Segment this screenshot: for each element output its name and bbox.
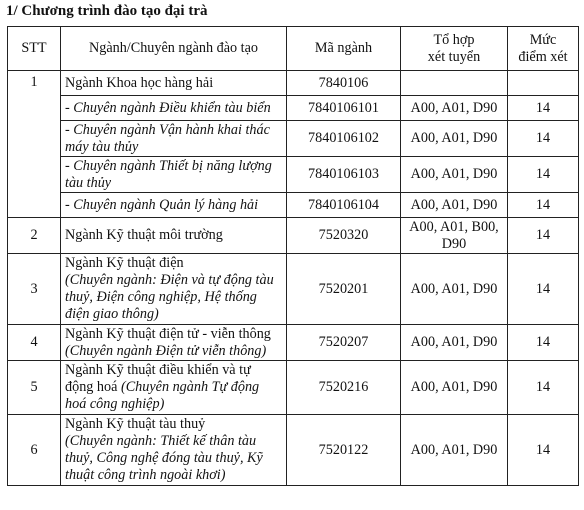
row-major-note: (Chuyên ngành: Thiết kế thân tàu thuỷ, Công nghệ đóng tàu thuỷ, Kỹ thuật công trình ngoài khơi) (65, 433, 263, 483)
table-row (8, 254, 579, 325)
header-stt: STT (8, 27, 61, 71)
row-code: 7840106101 (287, 96, 401, 121)
row-score: 14 (508, 96, 579, 121)
table-row (8, 71, 579, 96)
row-code: 7520320 (287, 218, 401, 254)
header-major: Ngành/Chuyên ngành đào tạo (61, 27, 287, 71)
row-major: - Chuyên ngành Thiết bị năng lượng tàu thủy (61, 157, 287, 193)
row-code: 7520207 (287, 325, 401, 361)
row-stt: 3 (8, 254, 61, 325)
row-code: 7840106 (287, 71, 401, 96)
table-row (8, 218, 579, 254)
table-row (8, 193, 579, 218)
row-score: 14 (508, 157, 579, 193)
section-heading: 1/ Chương trình đào tạo đại trà (6, 3, 208, 19)
row-code: 7520201 (287, 254, 401, 325)
admission-table (7, 26, 579, 486)
row-major (61, 325, 287, 361)
row-combination: A00, A01, D90 (401, 96, 508, 121)
row-score: 14 (508, 193, 579, 218)
table-row (8, 96, 579, 121)
row-combination: A00, A01, D90 (401, 157, 508, 193)
row-combination: A00, A01, D90 (401, 415, 508, 486)
row-score: 14 (508, 121, 579, 157)
row-stt: 5 (8, 361, 61, 415)
row-stt: 1 (8, 71, 61, 218)
table-row (8, 121, 579, 157)
row-score: 14 (508, 254, 579, 325)
row-code: 7520216 (287, 361, 401, 415)
row-major-name: Ngành Kỹ thuật điện tử - viễn thông (65, 325, 271, 342)
row-code: 7840106103 (287, 157, 401, 193)
row-stt: 4 (8, 325, 61, 361)
row-combination: A00, A01, D90 (401, 121, 508, 157)
row-major: - Chuyên ngành Vận hành khai thác máy tàu thủy (61, 121, 287, 157)
row-combination: A00, A01, D90 (401, 193, 508, 218)
row-code: 7840106102 (287, 121, 401, 157)
row-major-name: Ngành Kỹ thuật điều khiển và tự động hoá (65, 362, 251, 395)
row-major: - Chuyên ngành Điều khiển tàu biển (61, 96, 287, 121)
table-row (8, 157, 579, 193)
row-score: 14 (508, 361, 579, 415)
row-code: 7840106104 (287, 193, 401, 218)
row-code: 7520122 (287, 415, 401, 486)
row-stt: 6 (8, 415, 61, 486)
row-major (61, 361, 287, 415)
row-major-note: (Chuyên ngành: Điện và tự động tàu thuỷ, Điện công nghiệp, Hệ thống điện giao thông) (65, 272, 274, 322)
row-major (61, 415, 287, 486)
table-row (8, 415, 579, 486)
row-combination: A00, A01, D90 (401, 254, 508, 325)
row-major-note: (Chuyên ngành Tự động hoá công nghiệp) (65, 379, 260, 412)
row-major (61, 254, 287, 325)
table-header-row (8, 27, 579, 71)
header-combination: Tổ hợp xét tuyển (401, 27, 508, 71)
row-major-name: Ngành Kỹ thuật tàu thuỷ (65, 416, 206, 432)
table-row (8, 361, 579, 415)
row-score: 14 (508, 415, 579, 486)
row-score: 14 (508, 325, 579, 361)
header-score: Mức điểm xét (508, 27, 579, 71)
row-combination (401, 71, 508, 96)
header-code: Mã ngành (287, 27, 401, 71)
table-row (8, 325, 579, 361)
row-combination: A00, A01, D90 (401, 325, 508, 361)
row-combination: A00, A01, D90 (401, 361, 508, 415)
row-combination: A00, A01, B00, D90 (401, 218, 508, 254)
row-major: Ngành Khoa học hàng hải (61, 71, 287, 96)
row-major: - Chuyên ngành Quản lý hàng hải (61, 193, 287, 218)
row-major-name: Ngành Kỹ thuật điện (65, 255, 184, 271)
row-major-note: (Chuyên ngành Điện tử viễn thông) (65, 342, 267, 359)
row-major: Ngành Kỹ thuật môi trường (61, 218, 287, 254)
row-score (508, 71, 579, 96)
row-score: 14 (508, 218, 579, 254)
row-stt: 2 (8, 218, 61, 254)
